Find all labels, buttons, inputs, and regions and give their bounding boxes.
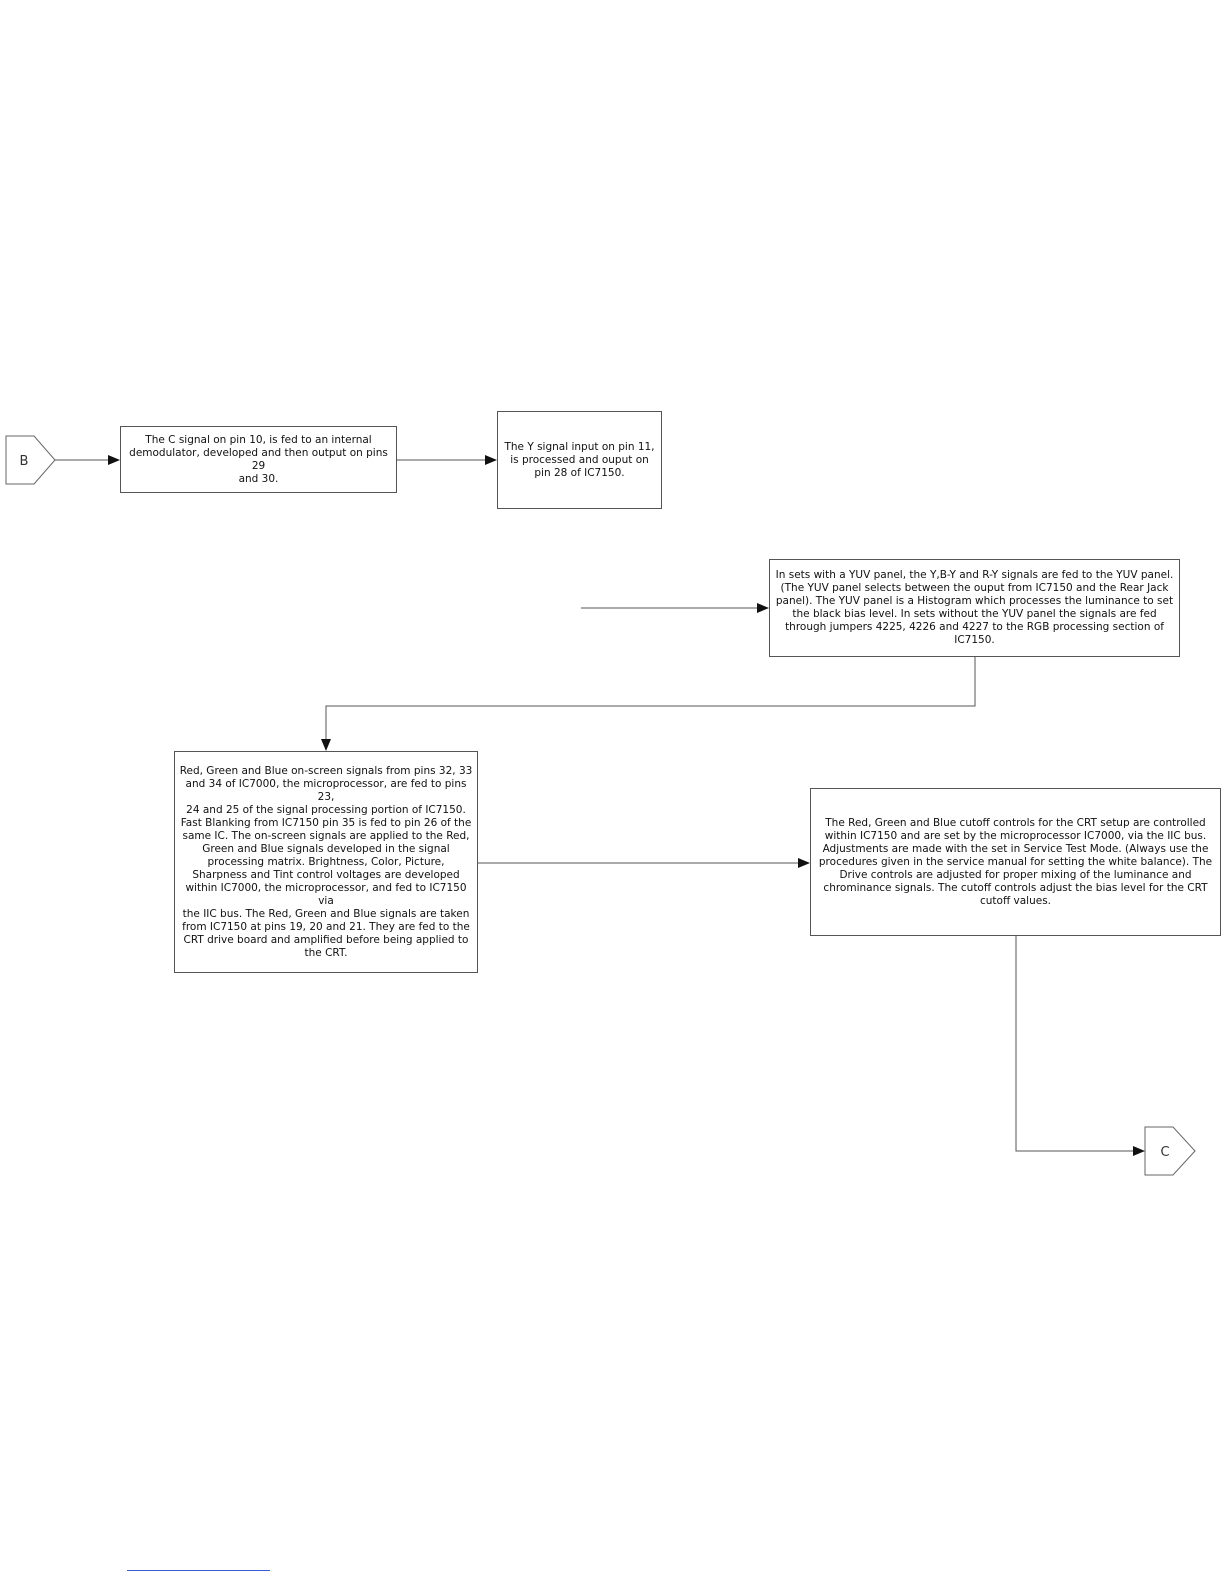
rgb-signals-box: [174, 751, 478, 973]
rgb-signals-text: Red, Green and Blue on-screen signals from pins 32, 33 and 34 of IC7000, the microprocessor, are fed to pins 23, 24 and 25 of the signal processing portion of IC7150. Fast Blanking from IC7150 pin 35 is fed to pin 26 of the same IC. The on-screen signals are applied to the Red, Green and Blue signals developed in the signal processing matrix. Brightness, Color, Picture, Sharpness and Tint control voltages are developed within IC7000, the microprocessor, and fed to IC7150 via the IIC bus. The Red, Green and Blue signals are taken from IC7150 at pins 19, 20 and 21. They are fed to the CRT drive board and amplified before being applied to the CRT.: [179, 764, 473, 959]
y-signal-text: The Y signal input on pin 11, is processed and ouput on pin 28 of IC7150.: [504, 440, 655, 479]
footnote-divider: [127, 1570, 270, 1571]
cutoff-controls-text: The Red, Green and Blue cutoff controls for the CRT setup are controlled within IC7150 and are set by the microprocessor IC7000, via the IIC bus. Adjustments are made with the set in Service Test Mode. (Always use the procedures given in the service manual for setting the white balance). The Drive controls are adjusted for proper mixing of the luminance and chrominance signals. The cutoff controls adjust the bias level for the CRT cutoff values.: [818, 816, 1213, 907]
arrow-yuv-to-rgb: [326, 657, 975, 750]
connector-c-shape: [1145, 1127, 1195, 1175]
y-signal-box: [497, 411, 662, 509]
offpage-connector-b: [6, 436, 55, 484]
yuv-panel-box: [769, 559, 1180, 657]
yuv-panel-text: In sets with a YUV panel, the Y,B-Y and R-Y signals are fed to the YUV panel. (The YUV panel selects between the ouput from IC7150 and the Rear Jack panel). The YUV panel is a Histogram which processes the luminance to set the black bias level. In sets without the YUV panel the signals are fed through jumpers 4225, 4226 and 4227 to the RGB processing section of IC7150.: [775, 569, 1174, 646]
connector-b-shape: [6, 436, 55, 484]
cutoff-controls-box: [810, 788, 1221, 936]
offpage-connector-c: [1145, 1127, 1195, 1175]
connector-c-label: C: [1160, 1145, 1170, 1160]
c-signal-text: The C signal on pin 10, is fed to an internal demodulator, developed and then output on pins 29 and 30.: [129, 433, 388, 485]
c-signal-box: [120, 426, 397, 493]
arrow-cutoff-to-c: [1016, 936, 1144, 1151]
connector-b-label: B: [19, 454, 29, 469]
